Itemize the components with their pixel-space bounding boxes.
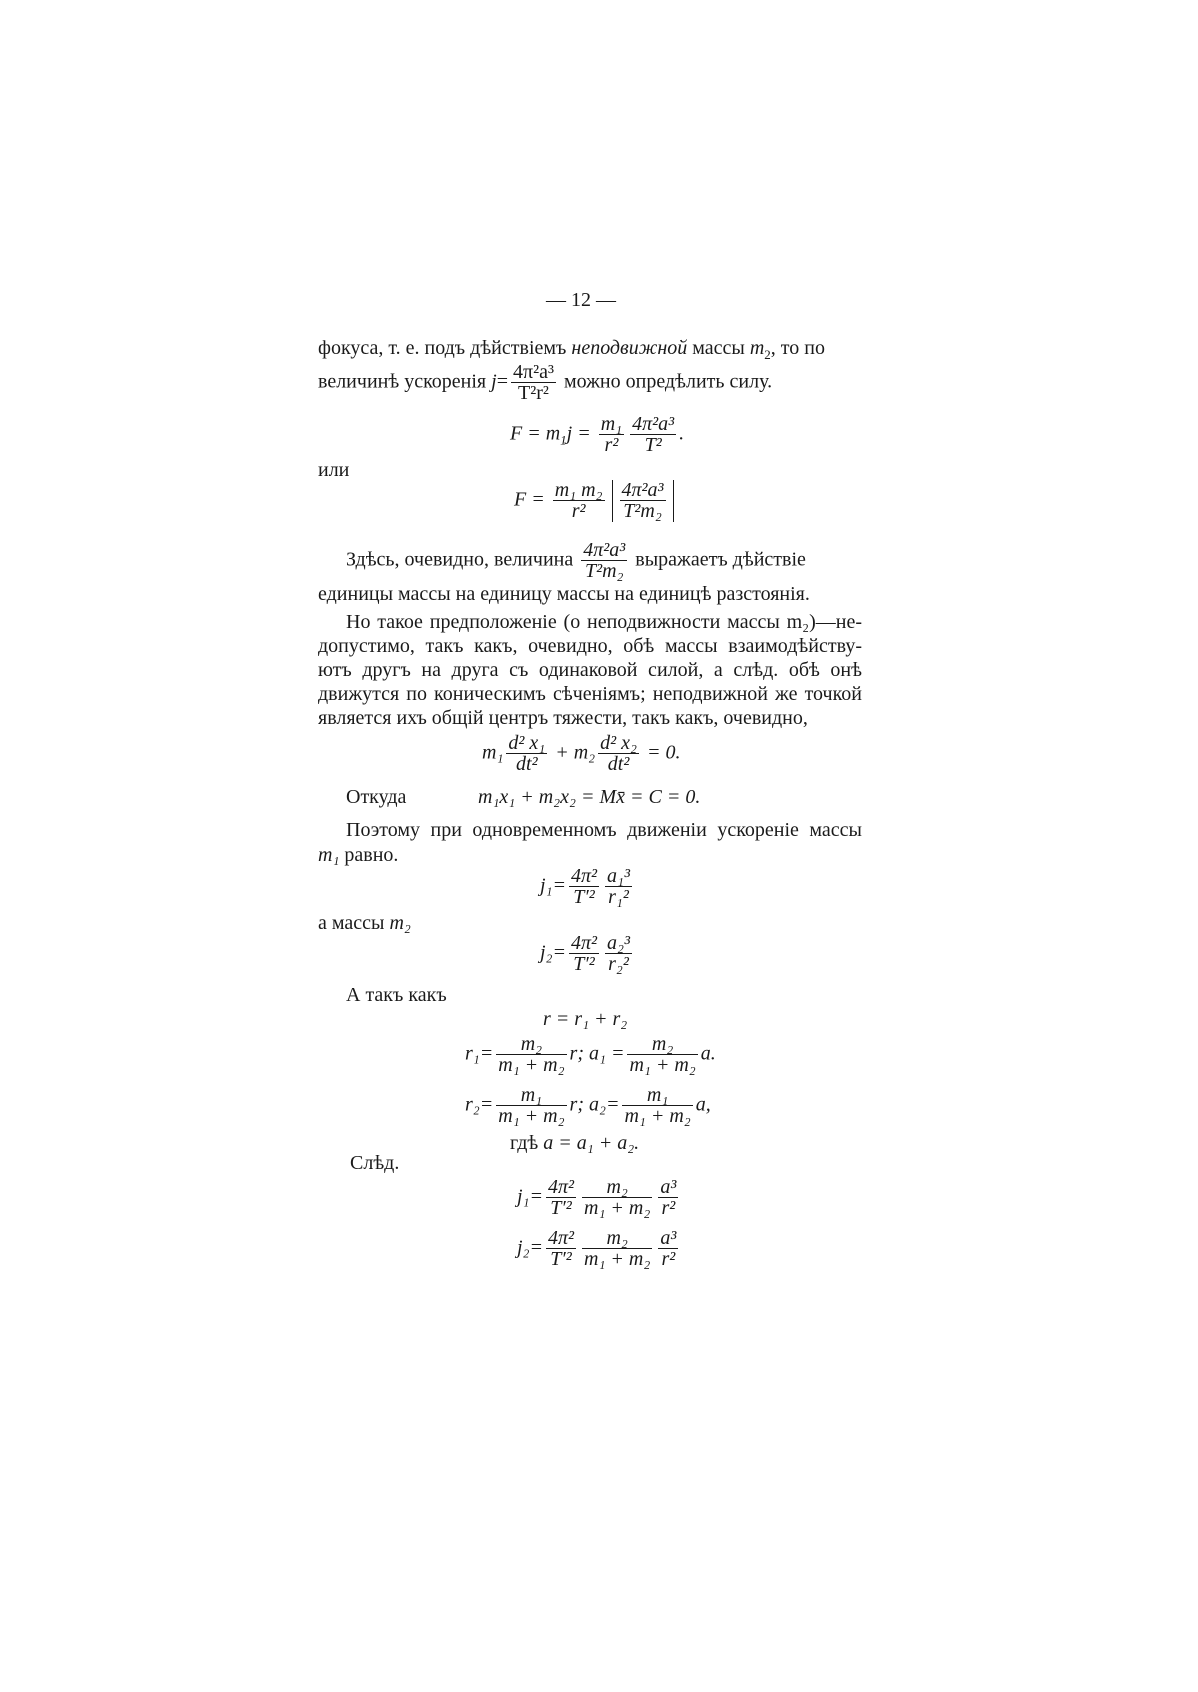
fraction: $\frac{\text{a₂³}}{\text{r₂²}}$ bbox=[607, 932, 630, 976]
text-line: или bbox=[318, 459, 350, 481]
fraction: $\frac{\text{4π²}}{\text{T′²}}$ bbox=[571, 932, 598, 976]
fraction: $\frac{\text{4π²a³}}{\text{T²m₂}}$ bbox=[583, 539, 626, 583]
fraction: $\frac{\text{4π²a³}}{\text{T²r²}}$ bbox=[512, 361, 554, 405]
text-line: единицы массы на единицу массы на единицѣ разстоянія. bbox=[318, 583, 810, 605]
text-line: Здѣсь, очевидно, величина $\frac{\text{4π²a³}}{\text{T²m₂}}$ выражаетъ дѣйствіе bbox=[346, 539, 806, 583]
equation-force-alt: F = $\frac{\text{m₁ m₂}}{\text{r²}}$ $\frac{\text{4π²a³}}{\text{T²m₂}}$ bbox=[514, 480, 674, 522]
equation-motion: m₁ $\frac{\text{d² x₁}}{\text{dt²}}$ + m₂ $\frac{\text{d² x₂}}{\text{dt²}}$ = 0. bbox=[482, 732, 681, 776]
fraction: $\frac{\text{a₁³}}{\text{r₁²}}$ bbox=[607, 865, 630, 909]
equation-j2: j₂= $\frac{\text{4π²}}{\text{T′²}}$ $\frac{\text{a₂³}}{\text{r₂²}}$ bbox=[540, 932, 630, 976]
equation-r1-a1: r₁= $\frac{\text{m₂}}{\text{m₁ + m₂}}$ r; a₁ = $\frac{\text{m₂}}{\text{m₁ + m₂}}$ a. bbox=[465, 1033, 716, 1077]
text-line: Слѣд. bbox=[350, 1152, 400, 1174]
text-line: Но такое предположеніе (о неподвижности массы m₂)—не- bbox=[346, 611, 862, 633]
fraction: $\frac{\text{a³}}{\text{r²}}$ bbox=[660, 1227, 677, 1271]
text-line: Откуда bbox=[346, 786, 407, 808]
equation-a-sum: гдѣ a = a₁ + a₂. bbox=[510, 1132, 640, 1154]
equation-j2-final: j₂= $\frac{\text{4π²}}{\text{T′²}}$ $\frac{\text{m₂}}{\text{m₁ + m₂}}$ $\frac{\text{a³}}{\text{r²}}$ bbox=[517, 1227, 677, 1271]
fraction: $\frac{\text{d² x₂}}{\text{dt²}}$ bbox=[600, 732, 637, 776]
equation-j1-final: j₁= $\frac{\text{4π²}}{\text{T′²}}$ $\frac{\text{m₂}}{\text{m₁ + m₂}}$ $\frac{\text{a³}}{\text{r²}}$ bbox=[517, 1176, 677, 1220]
fraction: $\frac{\text{m₁ m₂}}{\text{r²}}$ bbox=[554, 479, 603, 523]
equation-force: $F = m_1j$ = $\frac{\text{m₁}}{\text{r²}}$ $\frac{\text{4π²a³}}{\text{T²}}$ . bbox=[510, 413, 685, 457]
fraction: $\frac{\text{4π²a³}}{\text{T²m₂}}$ bbox=[621, 479, 664, 523]
text-line: а массы m₂ bbox=[318, 912, 411, 934]
text-line: величинѣ ускоренія j= $\frac{\text{4π²a³}}{\text{T²r²}}$ можно опредѣлить силу. bbox=[318, 361, 773, 405]
emphasis-text: неподвижной bbox=[571, 337, 688, 359]
text-line: А такъ какъ bbox=[346, 984, 447, 1006]
text-line: ютъ другъ на друга съ одинаковой силой, а слѣд. обѣ онѣ bbox=[318, 659, 862, 681]
fraction: $\frac{\text{m₁}}{\text{r²}}$ bbox=[600, 413, 623, 457]
text-line: является ихъ общій центръ тяжести, такъ какъ, очевидно, bbox=[318, 707, 808, 729]
bracket-group bbox=[612, 480, 674, 522]
equation-center-of-mass: m₁x₁ + m₂x₂ = Mx̄ = C = 0. bbox=[478, 786, 701, 808]
fraction: $\frac{\text{m₂}}{\text{m₁ + m₂}}$ bbox=[584, 1176, 651, 1220]
fraction: $\frac{\text{4π²}}{\text{T′²}}$ bbox=[548, 1227, 575, 1271]
fraction: $\frac{\text{m₂}}{\text{m₁ + m₂}}$ bbox=[498, 1033, 565, 1077]
text-line: фокуса, т. е. подъ дѣйствіемъ неподвижной массы $m_2$, то по bbox=[318, 337, 825, 362]
fraction: $\frac{\text{m₂}}{\text{m₁ + m₂}}$ bbox=[584, 1227, 651, 1271]
equation-r-sum: r = r₁ + r₂ bbox=[543, 1008, 628, 1030]
page-number: — 12 — bbox=[546, 289, 616, 311]
equation-j1: j₁= $\frac{\text{4π²}}{\text{T′²}}$ $\frac{\text{a₁³}}{\text{r₁²}}$ bbox=[540, 865, 630, 909]
fraction: $\frac{\text{m₁}}{\text{m₁ + m₂}}$ bbox=[624, 1084, 691, 1128]
fraction: $\frac{\text{4π²a³}}{\text{T²}}$ bbox=[632, 413, 675, 457]
text-line: допустимо, такъ какъ, очевидно, обѣ массы взаимодѣйству- bbox=[318, 635, 862, 657]
fraction: $\frac{\text{4π²}}{\text{T′²}}$ bbox=[571, 865, 598, 909]
text-line: m₁ равно. bbox=[318, 844, 399, 866]
equation-r2-a2: r₂= $\frac{\text{m₁}}{\text{m₁ + m₂}}$ r; a₂= $\frac{\text{m₁}}{\text{m₁ + m₂}}$ a, bbox=[465, 1084, 711, 1128]
fraction: $\frac{\text{4π²}}{\text{T′²}}$ bbox=[548, 1176, 575, 1220]
text-line: движутся по коническимъ сѣченіямъ; неподвижной же точкой bbox=[318, 683, 862, 705]
fraction: $\frac{\text{d² x₁}}{\text{dt²}}$ bbox=[508, 732, 546, 776]
text-line: Поэтому при одновременномъ движеніи ускореніе массы bbox=[346, 819, 862, 841]
fraction: $\frac{\text{m₁}}{\text{m₁ + m₂}}$ bbox=[498, 1084, 565, 1128]
fraction: $\frac{\text{m₂}}{\text{m₁ + m₂}}$ bbox=[629, 1033, 696, 1077]
fraction: $\frac{\text{a³}}{\text{r²}}$ bbox=[660, 1176, 677, 1220]
